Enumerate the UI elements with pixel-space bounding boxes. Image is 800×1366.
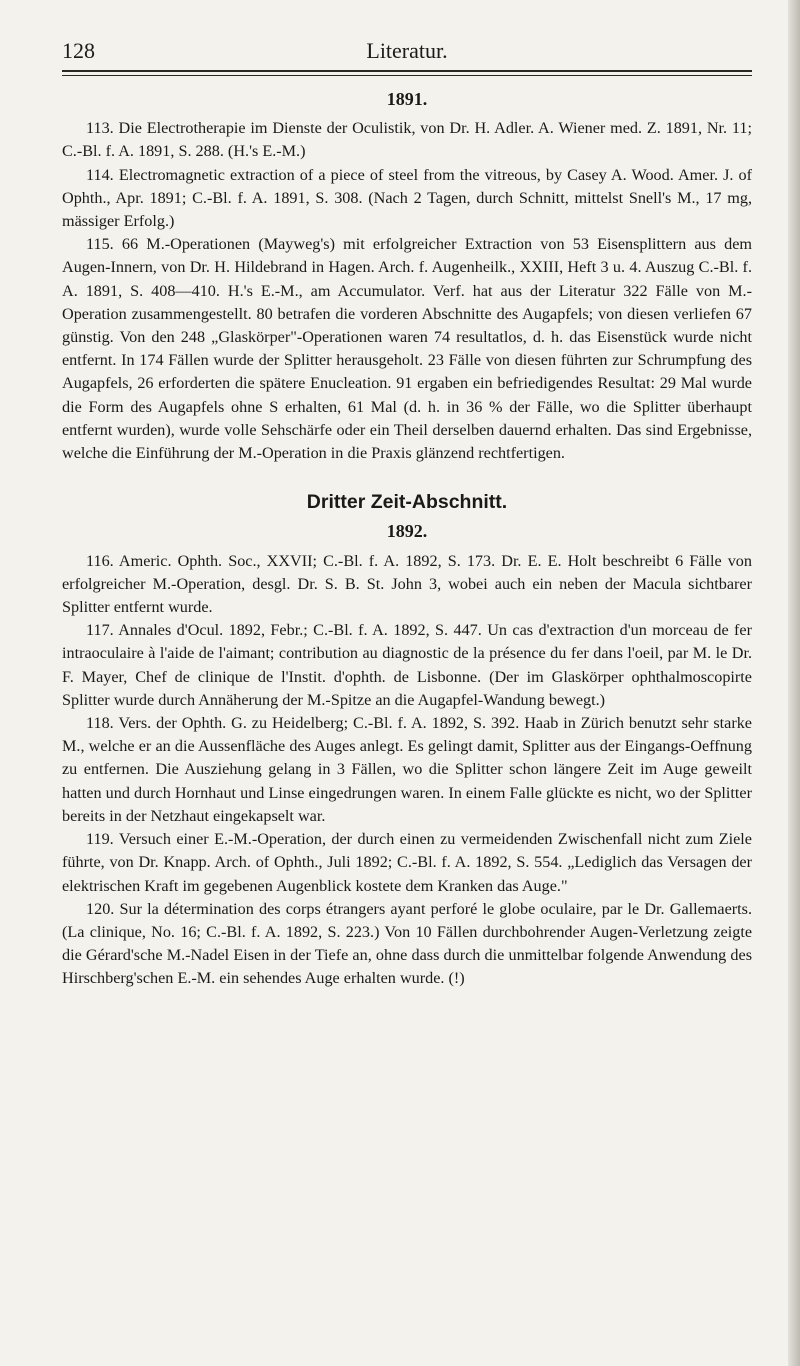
entry-118: 118. Vers. der Ophth. G. zu Heidelberg; C.-Bl. f. A. 1892, S. 392. Haab in Zürich benutzt sehr starke M., welche er an die Aussenfläche des Auges anlegt. Es gelingt damit, Splitter aus der Eingangs-Oeffnung zu entfernen. Die Ausziehung gelang in 3 Fällen, wo die Splitter schon längere Zeit im Auge geweilt hatten und durch Hornhaut und Linse eingedrungen waren. In einem Falle glückte es nicht, wo der Splitter bereits in der Netzhaut eingekapselt war. <box>62 714 752 825</box>
entry-115: 115. 66 M.-Operationen (Mayweg's) mit erfolgreicher Extraction von 53 Eisensplittern aus dem Augen-Innern, von Dr. H. Hildebrand in Hagen. Arch. f. Augenheilk., XXIII, Heft 3 u. 4. Auszug C.-Bl. f. A. 1891, S. 408—410. H.'s E.-M., am Accumulator. Verf. hat aus der Literatur 322 Fälle von M.-Operation zusammengestellt. 80 betrafen die vorderen Abschnitte des Augapfels; von diesen verliefen 67 günstig. Von den 248 „Glaskörper"-Operationen waren 74 resultatlos, d. h. das Eisenstück wurde nicht entfernt. In 174 Fällen wurde der Splitter herausgeholt. 23 Fälle von diesen führten zur Schrumpfung des Augapfels, 26 erforderten die spätere Enucleation. 91 ergaben ein befriedigendes Resultat: 29 Mal wurde die Form des Augapfels ohne S erhalten, 61 Mal (d. h. in 36 % der Fälle, wo die Splitter überhaupt entfernt wurden), wurde volle Sehschärfe oder ein Theil derselben dauernd erhalten. Das sind Ergebnisse, welche die Einführung der M.-Operation in die Praxis glänzend rechtfertigen. <box>62 235 752 463</box>
page-number: 128 <box>62 38 95 63</box>
entry-119: 119. Versuch einer E.-M.-Operation, der durch einen zu vermeidenden Zwischenfall nicht zum Ziele führte, von Dr. Knapp. Arch. of Ophth., Juli 1892; C.-Bl. f. A. 1892, S. 554. „Lediglich das Versagen der elektrischen Kraft im gegebenen Augenblick kostete dem Kranken das Auge." <box>62 830 752 895</box>
page-header <box>62 38 752 72</box>
entry-117: 117. Annales d'Ocul. 1892, Febr.; C.-Bl. f. A. 1892, S. 447. Un cas d'extraction d'un morceau de fer intraoculaire à l'aide de l'aimant; contribution au diagnostic de la présence du fer dans l'oeil, par M. le Dr. F. Mayer, Chef de clinique de l'Instit. d'ophth. de Lisbonne. (Der im Glaskörper ophthalmoscopirte Splitter wurde durch Annäherung der M.-Spitze an die Augapfel-Wandung bewegt.) <box>62 621 752 709</box>
section-heading: Dritter Zeit-Abschnitt. <box>306 491 508 514</box>
year-heading-1892: 1892. <box>386 521 428 542</box>
year-heading-1891: 1891. <box>386 89 428 109</box>
page-body <box>62 84 752 991</box>
header-rule <box>62 70 752 72</box>
running-title: Literatur. <box>366 38 448 63</box>
entry-116: 116. Americ. Ophth. Soc., XXVII; C.-Bl. f. A. 1892, S. 173. Dr. E. E. Holt beschreibt 6 Fälle von erfolgreicher M.-Operation, desgl. Dr. S. B. St. John 3, wobei auch ein neben der Macula sichtbarer Splitter entfernt wurde. <box>62 551 752 617</box>
entry-113: 113. Die Electrotherapie im Dienste der Oculistik, von Dr. H. Adler. A. Wiener med. Z. 1891, Nr. 11; C.-Bl. f. A. 1891, S. 288. (H.'s E.-M.) <box>62 119 752 161</box>
page-edge <box>788 0 800 1366</box>
entry-120: 120. Sur la détermination des corps étrangers ayant perforé le globe oculaire, par le Dr. Gallemaerts. (La clinique, No. 16; C.-Bl. f. A. 1892, S. 223.) Von 10 Fällen durchbohrender Augen-Verletzung zeigte die Gérard'sche M.-Nadel Eisen in der Tiefe an, ohne dass durch die unmittelbar folgende Anwendung des Hirschberg'schen E.-M. ein sehendes Auge erhalten wurde. (!) <box>62 899 752 988</box>
entry-114: 114. Electromagnetic extraction of a piece of steel from the vitreous, by Casey A. Wood. Amer. J. of Ophth., Apr. 1891; C.-Bl. f. A. 1891, S. 308. (Nach 2 Tagen, durch Schnitt, mittelst Snell's M., 17 mg, mässiger Erfolg.) <box>62 165 752 231</box>
header-rule-thin <box>62 75 752 76</box>
